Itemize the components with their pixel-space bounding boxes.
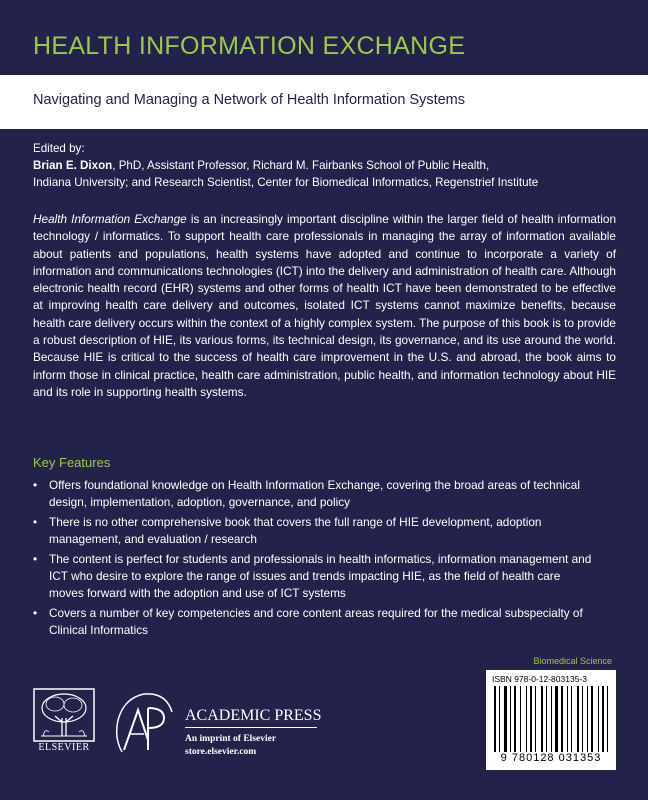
editor-affiliation-1: , PhD, Assistant Professor, Richard M. Fairbanks School of Public Health, — [112, 159, 490, 172]
academic-press-name: ACADEMIC PRESS — [185, 707, 322, 724]
barcode-icon — [492, 686, 610, 754]
elsevier-wordmark: ELSEVIER — [38, 742, 90, 753]
publisher-imprint — [185, 733, 276, 759]
book-description — [33, 211, 616, 401]
isbn-digits: 9 780128 031353 — [488, 752, 614, 764]
key-features-list — [33, 477, 593, 642]
editor-line-1 — [33, 157, 623, 174]
publisher-divider — [185, 727, 317, 728]
publisher-website: store.elsevier.com — [185, 747, 257, 757]
editor-block — [33, 140, 623, 191]
editor-name: Brian E. Dixon — [33, 159, 113, 172]
academic-press-logo — [112, 690, 176, 756]
subtitle-band — [0, 75, 648, 129]
subject-category: Biomedical Science — [533, 656, 612, 666]
feature-item: • Covers a number of key competencies and core content areas required for the medical subspecialty of Clinical Informatics — [33, 605, 593, 639]
edited-by-label: Edited by: — [33, 142, 85, 155]
feature-item: • There is no other comprehensive book that covers the full range of HIE development, adoption management, and evaluation / research — [33, 514, 593, 548]
isbn-barcode — [486, 670, 616, 770]
isbn-label: ISBN 978-0-12-803135-3 — [492, 674, 587, 684]
book-subtitle: Navigating and Managing a Network of Health Information Systems — [33, 92, 465, 108]
key-features-heading: Key Features — [33, 455, 111, 470]
book-title: HEALTH INFORMATION EXCHANGE — [33, 32, 466, 60]
imprint-line: An imprint of Elsevier — [185, 734, 277, 744]
description-text: is an increasingly important discipline within the larger field of health information technology / informatics. To support health care professionals in managing the array of information available about patients and populations, health systems have adopted and continue to incorporate a variety of information and communications technologies (ICT) into the delivery and administration of health care. Although electronic health record (EHR) systems and other forms of health ICT have been demonstrated to be effective at improving health care delivery and outcomes, isolated ICT systems cannot maximize benefits, because health care delivery occurs within the context of a highly complex system. The purpose of this book is to provide a robust description of HIE, its various forms, its technical design, its governance, and its use around the world. Because HIE is critical to the success of health care improvement in the U.S. and abroad, the book aims to inform those in clinical practice, health care administration, public health, and information technology about HIE and its role in supporting health systems. — [33, 212, 616, 399]
feature-item: • The content is perfect for students and professionals in health informatics, information management and ICT who desire to explore the range of issues and trends impacting HIE, as the field of health care moves forward with the adoption and use of ICT systems — [33, 551, 593, 602]
description-book-title: Health Information Exchange — [33, 212, 187, 226]
editor-affiliation-2: Indiana University; and Research Scientist, Center for Biomedical Informatics, Regenstrief Institute — [33, 176, 539, 189]
feature-item: • Offers foundational knowledge on Health Information Exchange, covering the broad areas of technical design, implementation, adoption, governance, and policy — [33, 477, 593, 511]
